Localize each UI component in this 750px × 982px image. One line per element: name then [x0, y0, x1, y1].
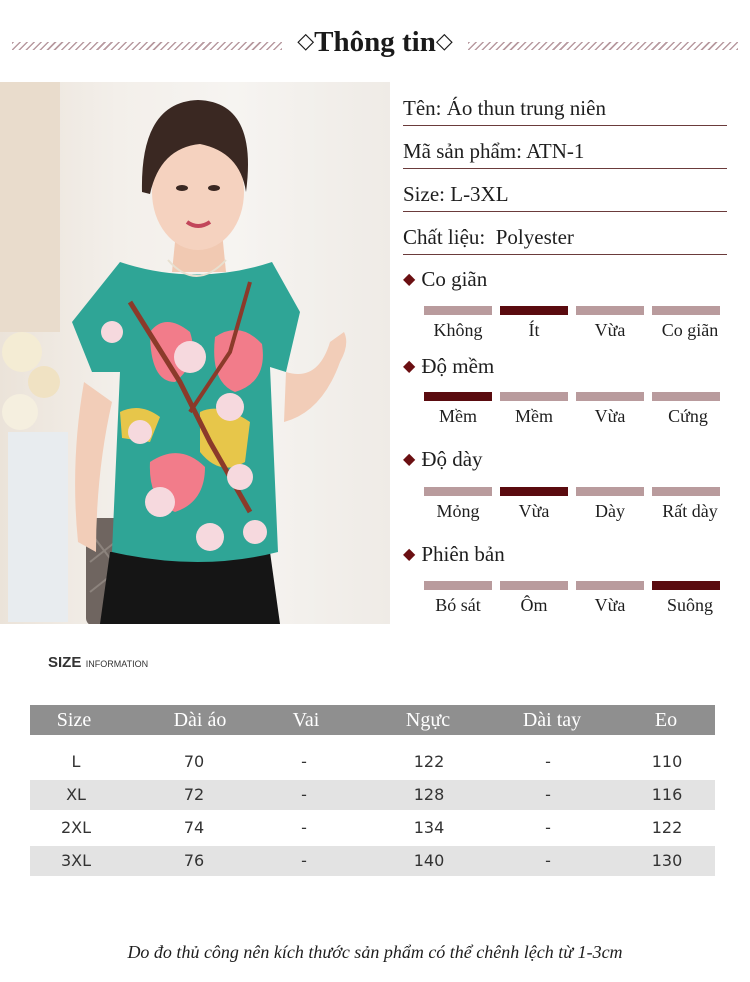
- table-cell: 74: [183, 818, 205, 837]
- attr-elasticity-label-4: Co giãn: [661, 320, 719, 340]
- attr-elasticity-bar-3: [576, 306, 644, 315]
- attr-thickness-bar-2: [500, 487, 568, 496]
- product-name: Tên: Áo thun trung niên: [403, 96, 727, 126]
- size-table-header: [30, 705, 715, 735]
- table-cell: -: [301, 818, 307, 837]
- attr-elasticity-bar-4: [652, 306, 720, 315]
- table-cell: XL: [66, 785, 86, 804]
- attr-thickness-bar-1: [424, 487, 492, 496]
- attr-softness-label-1: Mềm: [439, 406, 477, 426]
- table-cell: 70: [183, 752, 205, 771]
- size-info-subtitle: INFORMATION: [85, 659, 149, 669]
- attr-thickness-label-3: Dày: [595, 501, 625, 521]
- header-decor-left: [12, 42, 282, 50]
- product-photo: [0, 82, 390, 624]
- attr-thickness-label-1: Mỏng: [436, 501, 480, 521]
- table-cell: 140: [413, 851, 445, 870]
- table-cell: 76: [183, 851, 205, 870]
- product-code: Mã sản phẩm: ATN-1: [403, 139, 727, 169]
- attr-thickness-label-4: Rất dày: [662, 501, 718, 521]
- table-cell: -: [301, 851, 307, 870]
- diamond-icon: ◆: [403, 451, 416, 468]
- table-cell: -: [301, 785, 307, 804]
- size-table-header-sleeve: Dài tay: [522, 709, 582, 731]
- product-size-range: Size: L-3XL: [403, 182, 727, 212]
- size-table-header-waist: Eo: [654, 709, 678, 731]
- table-row: [30, 846, 715, 876]
- section-title: [284, 26, 466, 59]
- size-table-header-size: Size: [56, 709, 92, 731]
- table-cell: 134: [413, 818, 445, 837]
- attr-elasticity-label-3: Vừa: [594, 320, 626, 340]
- table-cell: -: [545, 851, 551, 870]
- header-decor-right: [468, 42, 738, 50]
- table-cell: 2XL: [60, 818, 92, 837]
- section-title-text: Thông tin: [314, 26, 436, 58]
- attr-softness-label-4: Cứng: [668, 406, 708, 426]
- attr-softness-bar-3: [576, 392, 644, 401]
- table-cell: -: [545, 818, 551, 837]
- size-info-heading: [48, 654, 148, 672]
- size-table-header-shoulder: Vai: [292, 709, 320, 731]
- attr-softness-bar-1: [424, 392, 492, 401]
- attr-thickness-label-2: Vừa: [518, 501, 550, 521]
- attr-elasticity-label-2: Ít: [528, 320, 540, 340]
- size-table-header-length: Dài áo: [173, 709, 227, 731]
- table-cell: 3XL: [60, 851, 92, 870]
- table-cell: L: [71, 752, 81, 771]
- attr-softness-label-2: Mềm: [515, 406, 553, 426]
- attr-fit-label-4: Suông: [666, 595, 713, 615]
- table-cell: 116: [651, 785, 683, 804]
- attr-thickness-bar-4: [652, 487, 720, 496]
- attr-fit-title: ◆ Phiên bản: [403, 542, 505, 566]
- table-row: [30, 813, 715, 843]
- table-row: [30, 747, 715, 777]
- product-material: Chất liệu: Polyester: [403, 225, 727, 255]
- attr-fit-label-1: Bó sát: [435, 595, 481, 615]
- attr-thickness-title: ◆ Độ dày: [403, 447, 483, 471]
- diamond-icon: ◆: [403, 271, 416, 288]
- diamond-icon: ◆: [403, 358, 416, 375]
- table-cell: -: [545, 785, 551, 804]
- table-cell: -: [545, 752, 551, 771]
- table-cell: 122: [413, 752, 445, 771]
- attr-fit-bar-1: [424, 581, 492, 590]
- diamond-outline-icon: ◇: [297, 28, 315, 53]
- attr-elasticity-bar-2: [500, 306, 568, 315]
- attr-elasticity-bar-1: [424, 306, 492, 315]
- attr-softness-bar-4: [652, 392, 720, 401]
- diamond-outline-icon: ◇: [435, 28, 453, 53]
- measurement-note: Do đo thủ công nên kích thước sản phẩm có thể chênh lệch từ 1-3cm: [127, 942, 623, 962]
- table-cell: -: [301, 752, 307, 771]
- size-table-header-chest: Ngực: [405, 709, 451, 731]
- attr-fit-label-2: Ôm: [520, 595, 548, 615]
- table-cell: 128: [413, 785, 445, 804]
- attr-elasticity-label-1: Không: [433, 320, 483, 340]
- size-info-title: SIZE: [48, 654, 82, 671]
- diamond-icon: ◆: [403, 546, 416, 563]
- table-cell: 130: [651, 851, 683, 870]
- attr-softness-bar-2: [500, 392, 568, 401]
- attr-thickness-bar-3: [576, 487, 644, 496]
- attr-fit-label-3: Vừa: [594, 595, 626, 615]
- table-cell: 110: [651, 752, 683, 771]
- attr-fit-bar-4: [652, 581, 720, 590]
- table-cell: 122: [651, 818, 683, 837]
- table-cell: 72: [183, 785, 205, 804]
- table-row: [30, 780, 715, 810]
- attr-fit-bar-3: [576, 581, 644, 590]
- attr-softness-label-3: Vừa: [594, 406, 626, 426]
- attr-elasticity-title: ◆ Co giãn: [403, 267, 488, 291]
- attr-softness-title: ◆ Độ mềm: [403, 354, 495, 378]
- attr-fit-bar-2: [500, 581, 568, 590]
